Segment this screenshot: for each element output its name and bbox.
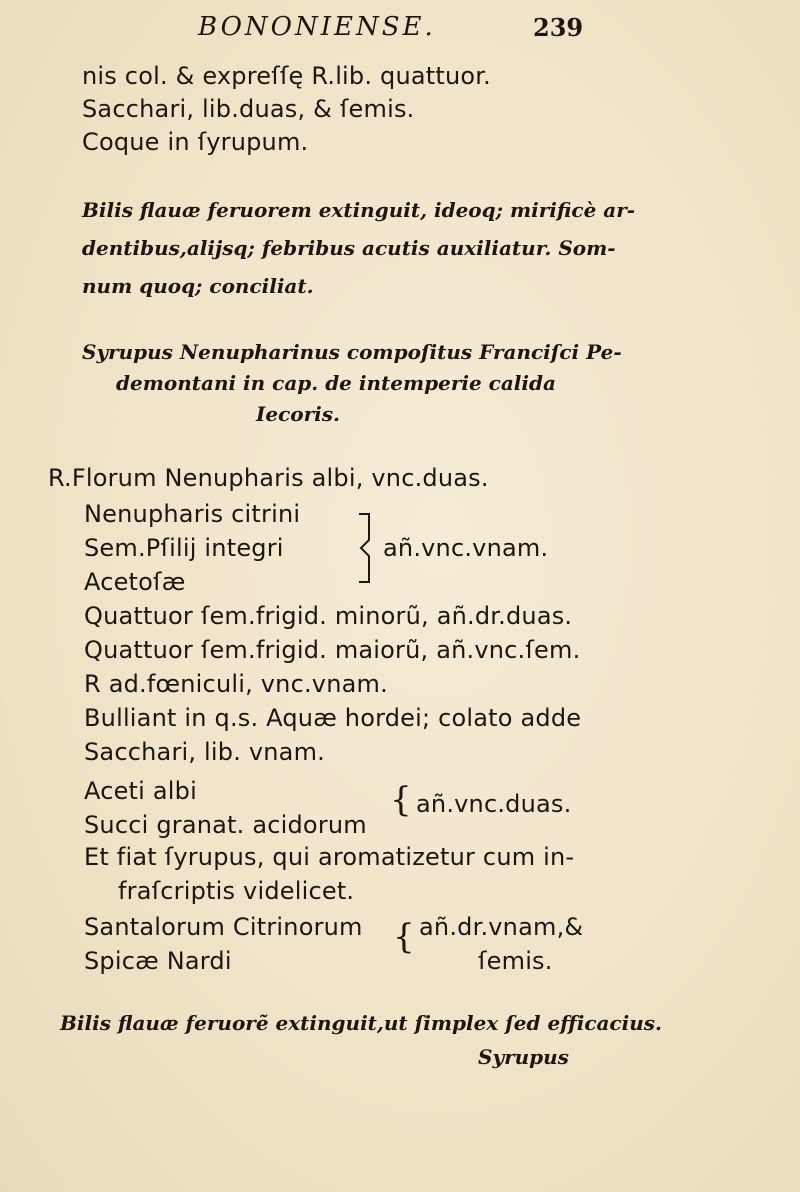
section-title-line: Syrupus Nenupharinus compoſitus Franciſci Pe- bbox=[82, 340, 622, 364]
recipe-line: R ad.fœniculi, vnc.vnam. bbox=[84, 670, 388, 698]
section-title-line: demontani in cap. de intemperie calida bbox=[116, 371, 556, 395]
recipe-line: Quattuor ſem.frigid. maiorũ, añ.vnc.ſem. bbox=[84, 636, 581, 664]
recipe-line: Sacchari, lib. vnam. bbox=[84, 738, 325, 766]
note-line: Bilis flauæ feruorem extinguit, ideoq; mirificè ar- bbox=[82, 198, 636, 222]
recipe-ingredient: Aceti albi bbox=[84, 777, 197, 805]
recipe-ingredient: Sem.Pſilij integri bbox=[84, 534, 284, 562]
note-line: dentibus,alijsq; febribus acutis auxiliatur. Som- bbox=[82, 236, 616, 260]
recipe-quantity: añ.dr.vnam,& bbox=[419, 913, 584, 941]
text-line: Coque in ſyrupum. bbox=[82, 128, 309, 156]
recipe-line: R.Florum Nenupharis albi, vnc.duas. bbox=[48, 464, 489, 492]
recipe-line: fraſcriptis videlicet. bbox=[118, 877, 355, 905]
recipe-line: Quattuor ſem.frigid. minorũ, añ.dr.duas. bbox=[84, 602, 573, 630]
recipe-ingredient: Succi granat. acidorum bbox=[84, 811, 367, 839]
text-line: Sacchari, lib.duas, & ſemis. bbox=[82, 95, 415, 123]
footer-note: Bilis flauæ feruorẽ extinguit,ut ſimplex ſed efficacius. bbox=[60, 1011, 662, 1035]
recipe-line: Bulliant in q.s. Aquæ hordei; colato adde bbox=[84, 704, 582, 732]
note-line: num quoq; conciliat. bbox=[82, 274, 314, 298]
recipe-ingredient: Nenupharis citrini bbox=[84, 500, 301, 528]
running-header: BONONIENSE. bbox=[198, 12, 436, 42]
bracket-icon bbox=[355, 508, 377, 588]
text-line: nis col. & expreſſę R.lib. quattuor. bbox=[82, 62, 491, 90]
recipe-quantity: añ.vnc.duas. bbox=[416, 790, 572, 818]
recipe-quantity: añ.vnc.vnam. bbox=[383, 534, 549, 562]
recipe-line: Et fiat ſyrupus, qui aromatizetur cum in- bbox=[84, 843, 575, 871]
brace-icon: { bbox=[390, 780, 412, 820]
brace-icon: { bbox=[393, 917, 415, 957]
recipe-quantity: ſemis. bbox=[478, 947, 553, 975]
section-title-line: Iecoris. bbox=[256, 402, 340, 426]
recipe-ingredient: Acetoſæ bbox=[84, 568, 186, 596]
recipe-ingredient: Spicæ Nardi bbox=[84, 947, 232, 975]
catchword: Syrupus bbox=[478, 1045, 569, 1069]
recipe-ingredient: Santalorum Citrinorum bbox=[84, 913, 363, 941]
page-number: 239 bbox=[533, 13, 584, 42]
